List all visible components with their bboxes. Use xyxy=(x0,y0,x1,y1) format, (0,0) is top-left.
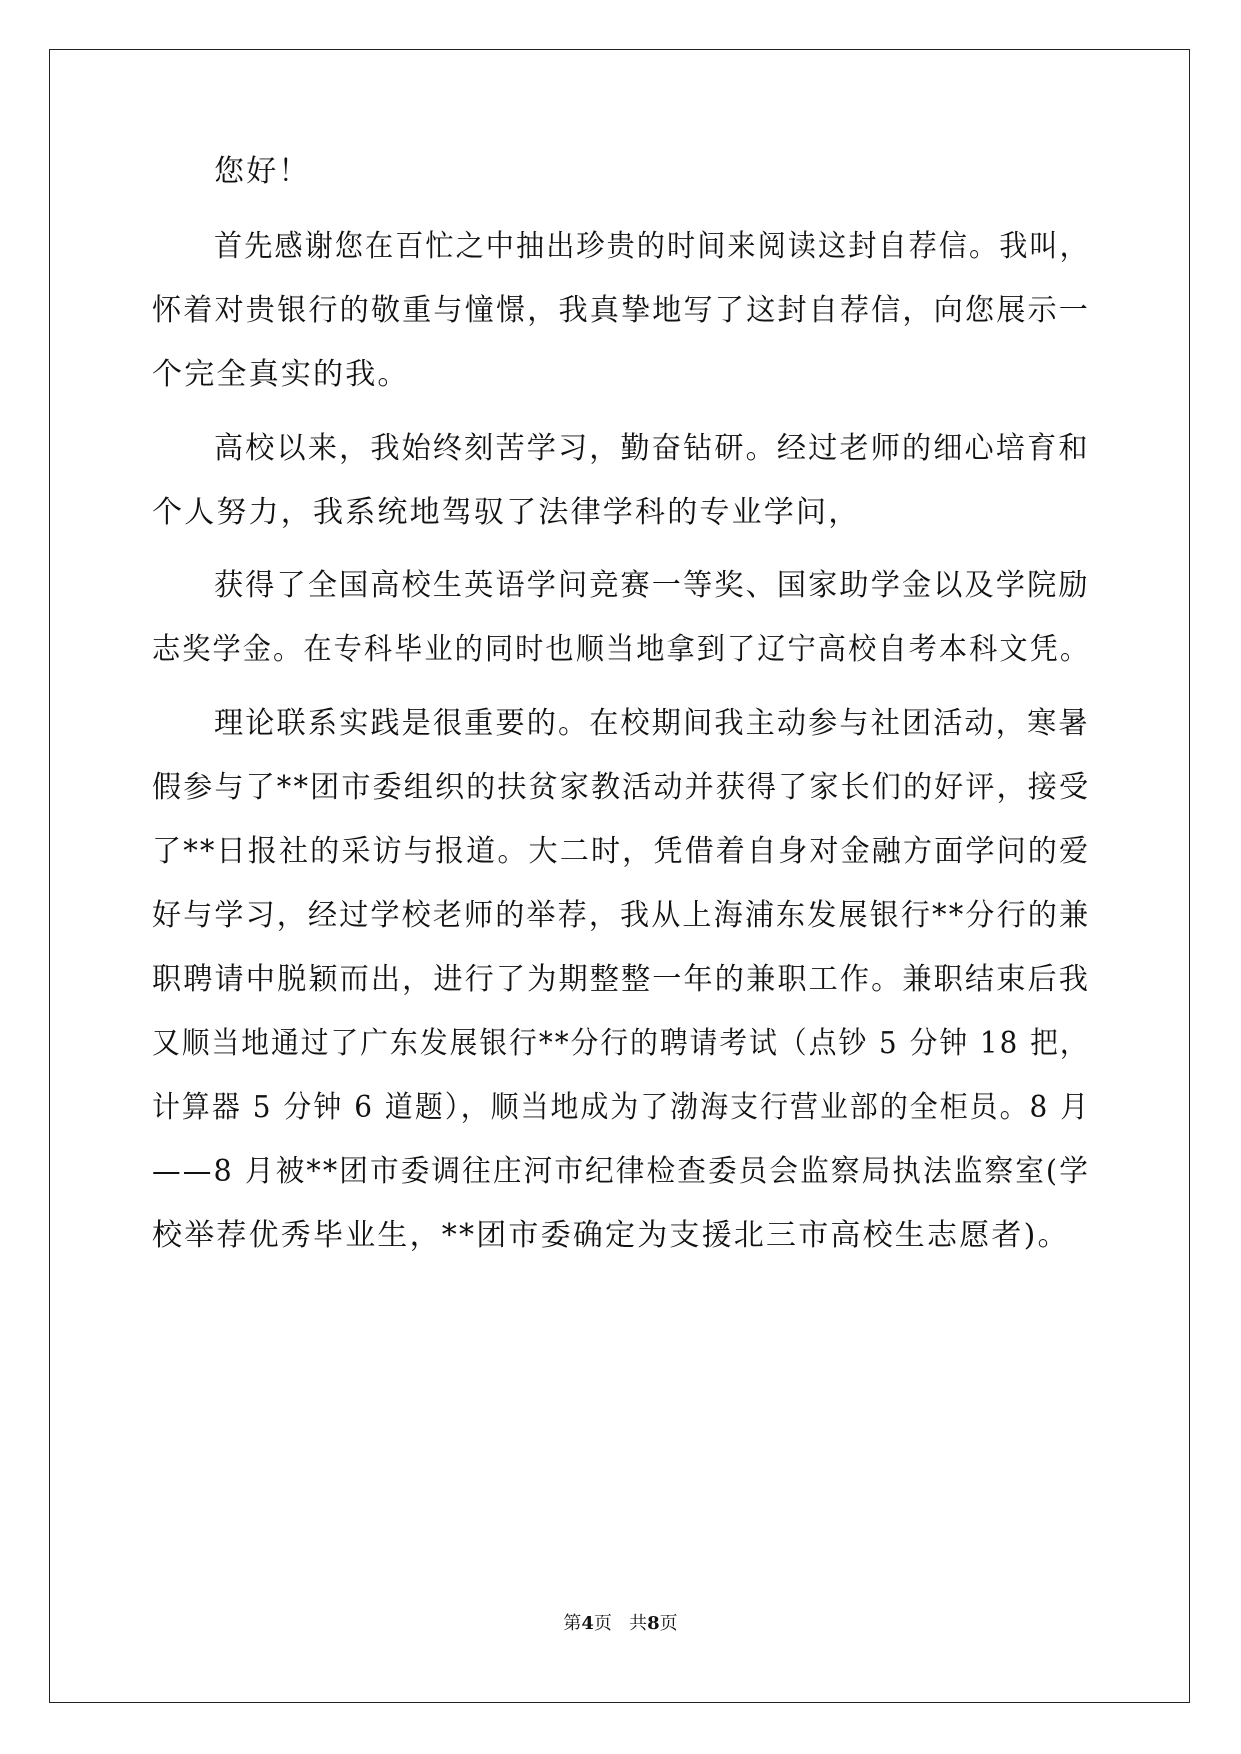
page-suffix: 页 xyxy=(659,1613,678,1634)
page-number-footer xyxy=(0,1613,1241,1635)
page-current: 4 xyxy=(581,1613,594,1634)
paragraph-2-line-1: 高校以来，我始终刻苦学习，勤奋钻研。经过老师的细心培育和 xyxy=(214,431,1090,466)
paragraph-2-line-2: 个人努力，我系统地驾驭了法律学科的专业学问， xyxy=(152,495,861,530)
page-total: 8 xyxy=(647,1613,660,1634)
page-mid: 页 共 xyxy=(593,1613,648,1634)
paragraph-4-line-6: 又顺当地通过了广东发展银行**分行的聘请考试（点钞 5 分钟 18 把， xyxy=(152,1026,1090,1061)
paragraph-4-line-1: 理论联系实践是很重要的。在校期间我主动参与社团活动，寒暑 xyxy=(214,706,1090,741)
paragraph-3-line-1: 获得了全国高校生英语学问竞赛一等奖、国家助学金以及学院励 xyxy=(214,568,1090,603)
paragraph-1-line-2: 怀着对贵银行的敬重与憧憬，我真挚地写了这封自荐信，向您展示一 xyxy=(152,293,1090,328)
paragraph-4-line-2: 假参与了**团市委组织的扶贫家教活动并获得了家长们的好评，接受 xyxy=(152,770,1091,805)
page-prefix: 第 xyxy=(563,1613,582,1634)
paragraph-1-line-3: 个完全真实的我。 xyxy=(152,357,410,392)
paragraph-3-line-2: 志奖学金。在专科毕业的同时也顺当地拿到了辽宁高校自考本科文凭。 xyxy=(152,632,1091,667)
paragraph-4-line-5: 职聘请中脱颖而出，进行了为期整整一年的兼职工作。兼职结束后我 xyxy=(152,962,1090,997)
paragraph-1-line-1: 首先感谢您在百忙之中抽出珍贵的时间来阅读这封自荐信。我叫， xyxy=(214,229,1090,264)
paragraph-4-line-3: 了**日报社的采访与报道。大二时，凭借着自身对金融方面学问的爱 xyxy=(152,834,1091,869)
paragraph-4-line-8: ——8 月被**团市委调往庄河市纪律检查委员会监察局执法监察室(学 xyxy=(152,1154,1090,1189)
paragraph-4-line-9: 校举荐优秀毕业生，**团市委确定为支援北三市高校生志愿者)。 xyxy=(152,1218,1070,1253)
paragraph-4-line-7: 计算器 5 分钟 6 道题），顺当地成为了渤海支行营业部的全柜员。8 月 xyxy=(152,1090,1091,1125)
greeting-line: 您好！ xyxy=(214,154,311,189)
paragraph-4-line-4: 好与学习，经过学校老师的举荐，我从上海浦东发展银行**分行的兼 xyxy=(152,898,1091,933)
